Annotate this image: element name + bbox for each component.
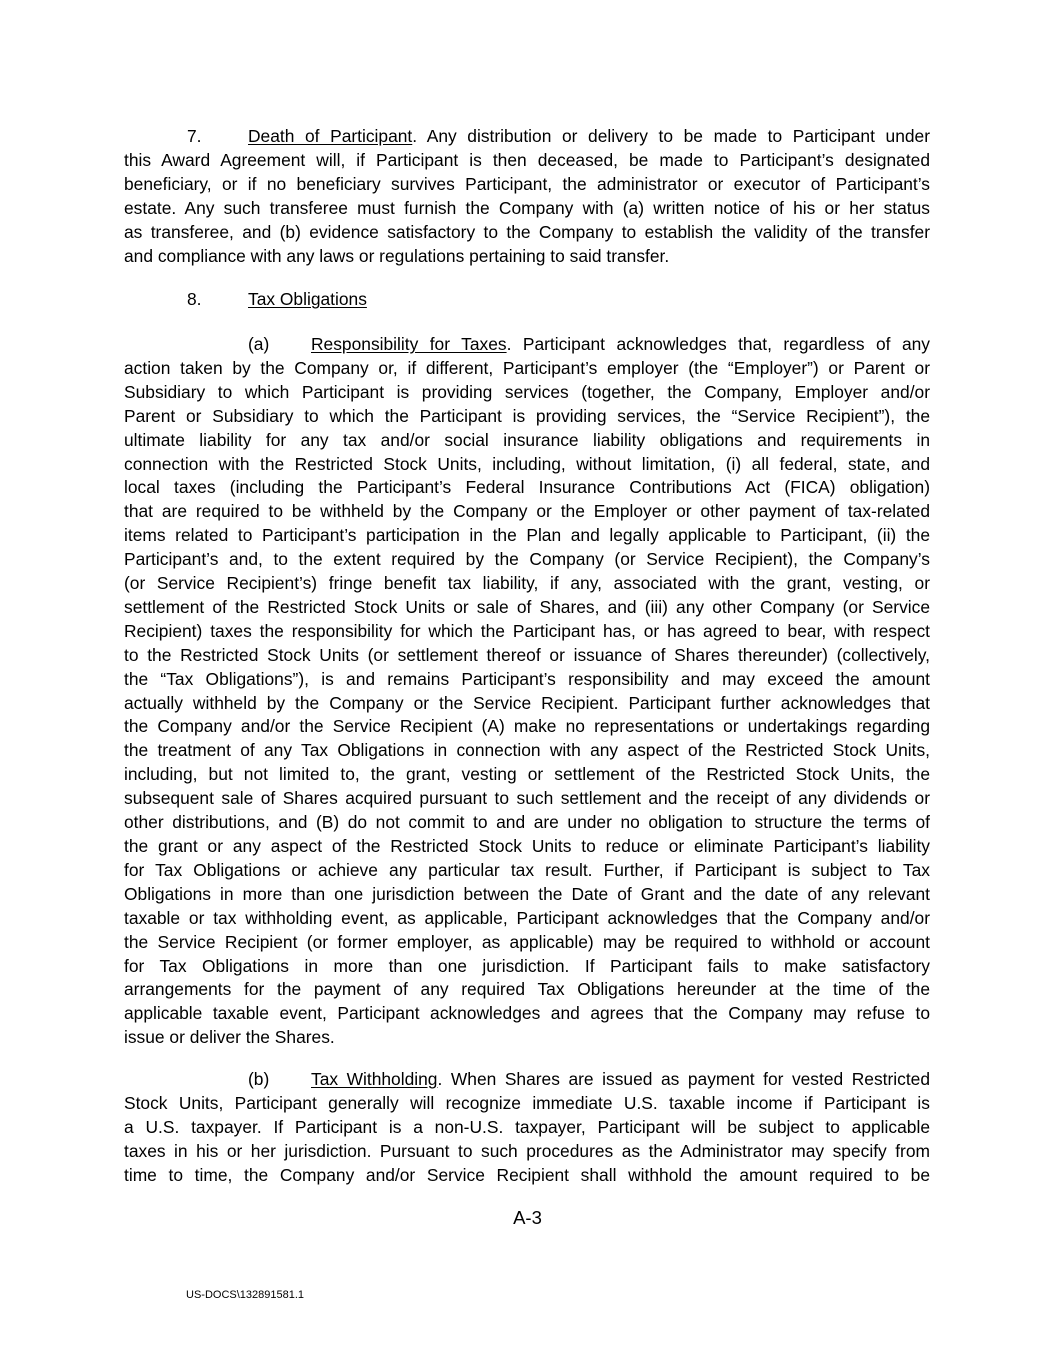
subsection-a-line: Participant’s and, to the extent required by the Company (or Service Recipient), the Company’s (124, 549, 930, 570)
subsection-a-line: (or Service Recipient’s) fringe benefit tax liability, if any, associated with the grant, vesting, or (124, 573, 930, 594)
subsection-b-line-1: . When Shares are issued as payment for vested Restricted (437, 1069, 931, 1089)
section-7-line: estate. Any such transferee must furnish the Company with (a) written notice of his or her status (124, 197, 930, 218)
subsection-b-line: taxes in his or her jurisdiction. Pursuant to such procedures as the Administrator may specify from (124, 1140, 930, 1161)
subsection-a-line: that are required to be withheld by the Company or the Employer or other payment of tax-related (124, 501, 930, 522)
subsection-a-line: action taken by the Company or, if different, Participant’s employer (the “Employer”) or Parent or (124, 357, 930, 378)
subsection-a-line: arrangements for the payment of any required Tax Obligations hereunder at the time of the (124, 979, 930, 1000)
section-7-line: this Award Agreement will, if Participant is then deceased, be made to Participant’s designated (124, 149, 930, 170)
section-7-line: and compliance with any laws or regulations pertaining to said transfer. (124, 245, 670, 266)
subsection-a-line: the treatment of any Tax Obligations in connection with any aspect of the Restricted Stock Units, (124, 740, 930, 761)
subsection-a-line: actually withheld by the Company or the Service Recipient. Participant further acknowledges that (124, 692, 930, 713)
section-7-heading-line (248, 125, 930, 149)
subsection-a-line: Obligations in more than one jurisdiction between the Date of Grant and the date of any relevant (124, 883, 930, 904)
subsection-a-line: items related to Participant’s participation in the Plan and legally applicable to Participant, (ii) the (124, 525, 930, 546)
subsection-a-line: the “Tax Obligations”), is and remains Participant’s responsibility and may exceed the amount (124, 668, 930, 689)
subsection-b-line: time to time, the Company and/or Service Recipient shall withhold the amount required to be (124, 1164, 930, 1185)
subsection-a-line: Recipient) taxes the responsibility for which the Participant has, or has agreed to bear, with respect (124, 620, 930, 641)
subsection-a-line: applicable taxable event, Participant acknowledges and agrees that the Company may refuse to (124, 1003, 930, 1024)
subsection-b-label: (b) (248, 1069, 270, 1089)
section-8-heading (187, 288, 367, 312)
subsection-a-line: subsequent sale of Shares acquired pursuant to such settlement and the receipt of any dividends or (124, 788, 930, 809)
section-7-paragraph (124, 125, 930, 268)
subsection-a-line: local taxes (including the Participant’s Federal Insurance Contributions Act (FICA) obligation) (124, 477, 930, 498)
subsection-a-line: the grant or any aspect of the Restricted Stock Units to reduce or eliminate Participant’s liability (124, 836, 930, 857)
document-id: US-DOCS\132891581.1 (186, 1289, 305, 1301)
subsection-a-line: to the Restricted Stock Units (or settlement thereof or issuance of Shares thereunder) (collectively, (124, 644, 930, 665)
subsection-a-line: connection with the Restricted Stock Units, including, without limitation, (i) all federal, state, and (124, 453, 930, 474)
subsection-a-line: including, but not limited to, the grant, vesting or settlement of the Restricted Stock Units, the (124, 764, 930, 785)
section-7-line: beneficiary, or if no beneficiary survives Participant, the administrator or executor of Participant’s (124, 173, 930, 194)
subsection-a-line: issue or deliver the Shares. (124, 1027, 335, 1048)
subsection-a-line: settlement of the Restricted Stock Units or sale of Shares, and (iii) any other Company (or Service (124, 596, 930, 617)
section-8-number: 8. (187, 289, 202, 309)
subsection-a-line: Subsidiary to which Participant is providing services (together, the Company, Employer and/or (124, 381, 930, 402)
subsection-b-paragraph (124, 1068, 930, 1188)
subsection-b-line: a U.S. taxpayer. If Participant is a non-U.S. taxpayer, Participant will be subject to applicable (124, 1116, 930, 1137)
subsection-a-first-line (124, 333, 930, 357)
section-7-line-1: . Any distribution or delivery to be made to Participant under (412, 126, 930, 146)
page-number: A-3 (513, 1207, 542, 1228)
subsection-a-line: ultimate liability for any tax and/or social insurance liability obligations and requirements in (124, 429, 930, 450)
subsection-a-label: (a) (248, 334, 270, 354)
subsection-a-line: the Company and/or the Service Recipient (A) make no representations or undertakings regarding (124, 716, 930, 737)
subsection-a-heading-line (311, 333, 930, 357)
subsection-a-line: the Service Recipient (or former employer, as applicable) may be required to withhold or account (124, 931, 930, 952)
subsection-b-first-line (124, 1068, 930, 1092)
subsection-a-line: for Tax Obligations in more than one jurisdiction. If Participant fails to make satisfactory (124, 955, 930, 976)
subsection-a-line: for Tax Obligations or achieve any particular tax result. Further, if Participant is subject to Tax (124, 859, 930, 880)
subsection-a-line: Parent or Subsidiary to which the Participant is providing services, the “Service Recipient”), the (124, 405, 930, 426)
subsection-a-title: Responsibility for Taxes (311, 334, 507, 354)
subsection-a-line: taxable or tax withholding event, as applicable, Participant acknowledges that the Company and/or (124, 907, 930, 928)
subsection-b-heading-line (311, 1068, 930, 1092)
subsection-b-line: Stock Units, Participant generally will recognize immediate U.S. taxable income if Participant is (124, 1092, 930, 1113)
section-7-title: Death of Participant (248, 126, 413, 146)
subsection-a-paragraph (124, 333, 930, 1050)
subsection-a-line: other distributions, and (B) do not commit to and are under no obligation to structure the terms of (124, 812, 930, 833)
section-7-number: 7. (187, 126, 202, 146)
subsection-a-line-1: . Participant acknowledges that, regardless of any (506, 334, 930, 354)
section-7-line: as transferee, and (b) evidence satisfactory to the Company to establish the validity of the transfer (124, 221, 930, 242)
subsection-b-title: Tax Withholding (311, 1069, 438, 1089)
section-8-title: Tax Obligations (248, 289, 367, 309)
section-7-first-line (124, 125, 930, 149)
